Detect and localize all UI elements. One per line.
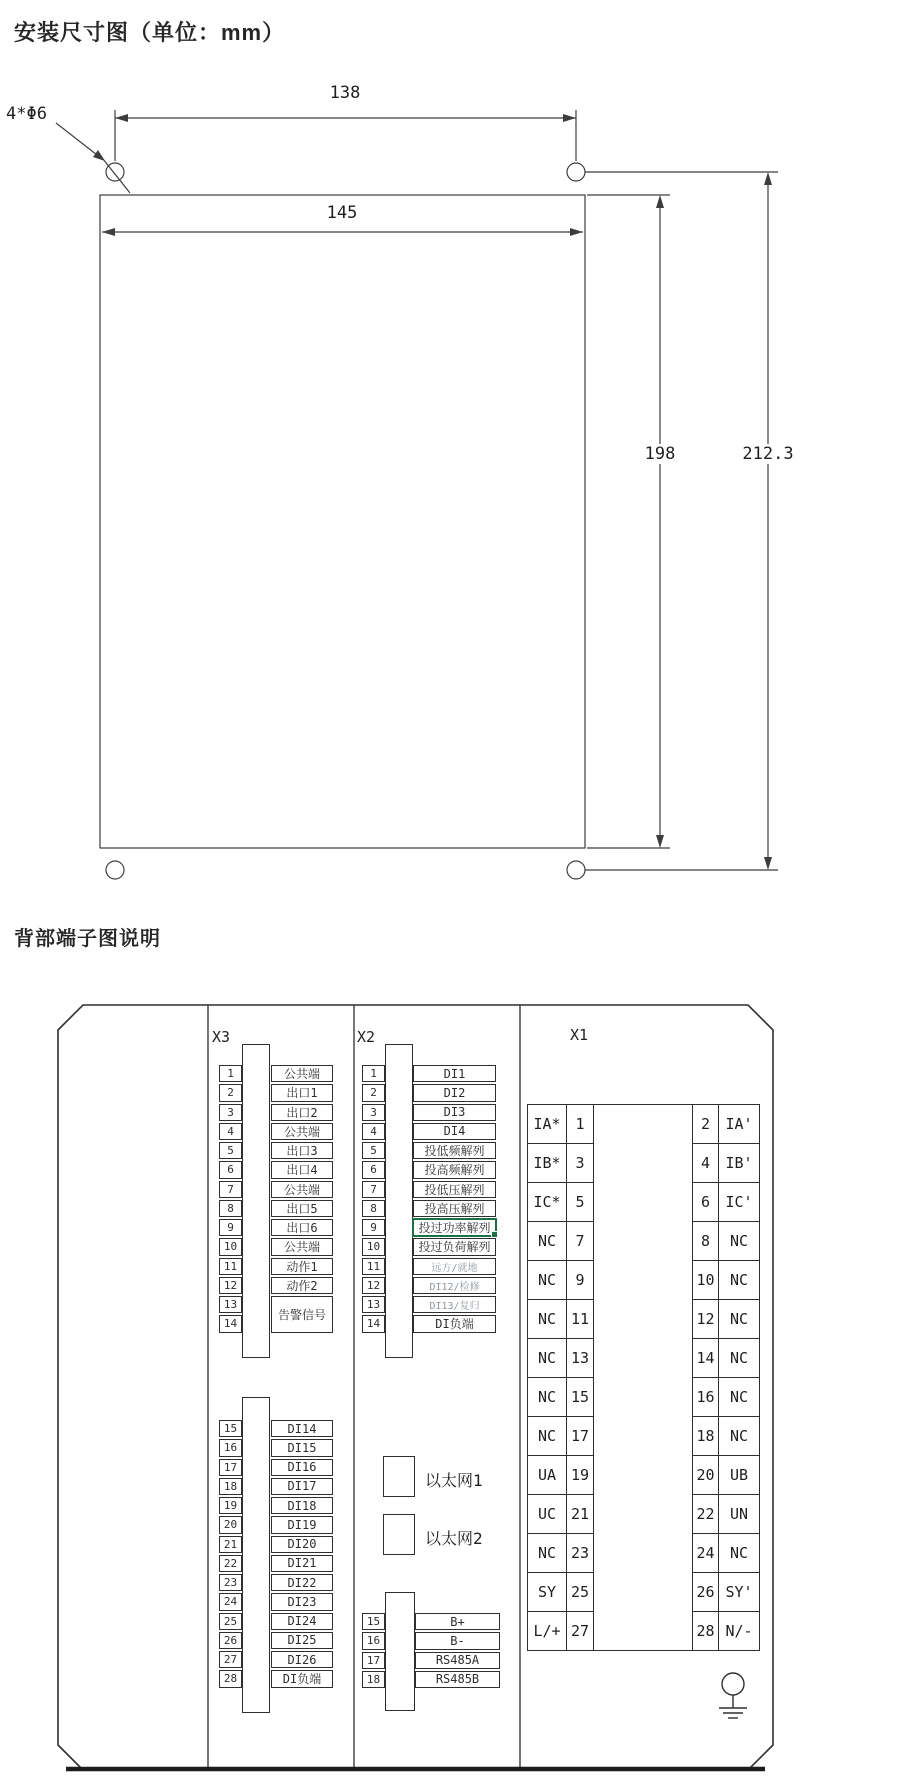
x1-right-labels [718,1104,760,1651]
x3-block-label: X3 [212,1028,231,1046]
x3-terminal-label: 出口5 [271,1199,333,1218]
x3-terminal-number: 17 [219,1458,242,1477]
x3-terminal-number: 3 [219,1103,242,1122]
x3-terminal-number: 25 [219,1612,242,1631]
x1-terminal-label: IB' [718,1143,760,1183]
x2-terminal-label: DI12/检修 [413,1276,496,1295]
x2-terminal-label: 远方/就地 [413,1257,496,1276]
mounting-hole-bottom-right [567,861,585,879]
x1-terminal-number: 24 [692,1533,719,1573]
x2-terminal-number: 15 [362,1612,385,1631]
x2-terminal-label: DI13/复归 [413,1295,496,1314]
x3-terminal-label: DI18 [271,1496,333,1515]
x3-terminal-number: 19 [219,1496,242,1515]
x2-lower-numbers [362,1612,385,1689]
x3-terminal-number: 20 [219,1515,242,1534]
x2-terminal-number: 16 [362,1631,385,1650]
dim-198-label: 198 [633,444,687,464]
x3-terminal-label: 动作1 [271,1257,333,1276]
x1-terminal-number: 3 [566,1143,594,1183]
x2-terminal-label: B+ [415,1612,500,1631]
x3-terminal-label: DI23 [271,1592,333,1611]
x3-terminal-number: 14 [219,1314,242,1333]
x2-terminal-number: 9 [362,1218,385,1237]
x3-terminal-number: 23 [219,1573,242,1592]
x1-terminal-label: NC [718,1260,760,1300]
x2-terminal-label: DI负端 [413,1314,496,1333]
ethernet-port-2 [383,1514,415,1555]
x2-terminal-label: B- [415,1631,500,1650]
x1-terminal-label: UN [718,1494,760,1534]
x1-terminal-number: 20 [692,1455,719,1495]
x1-terminal-label: NC [718,1533,760,1573]
x1-terminal-number: 17 [566,1416,594,1456]
x3-terminal-label: 出口1 [271,1083,333,1102]
ethernet-2-label: 以太网2 [425,1529,483,1548]
x3-terminal-number: 27 [219,1650,242,1669]
x3-terminal-label: DI19 [271,1515,333,1534]
x1-terminal-label: IA* [527,1104,567,1144]
x2-lower-labels [415,1612,500,1689]
x1-terminal-number: 10 [692,1260,719,1300]
x3-terminal-label: 出口2 [271,1103,333,1122]
x1-terminal-label: NC [527,1338,567,1378]
x3-terminal-number: 22 [219,1554,242,1573]
x3-terminal-number: 8 [219,1199,242,1218]
x3-terminal-number: 26 [219,1631,242,1650]
x3-terminal-number: 12 [219,1276,242,1295]
x3-terminal-number: 2 [219,1083,242,1102]
x1-terminal-number: 11 [566,1299,594,1339]
x1-terminal-number: 27 [566,1611,594,1651]
x3-terminal-number: 28 [219,1669,242,1688]
x1-terminal-number: 5 [566,1182,594,1222]
x2-terminal-number: 7 [362,1180,385,1199]
x3-terminal-label: 公共端 [271,1122,333,1141]
x3-terminal-label: DI15 [271,1438,333,1457]
x3-lower-numbers [219,1419,242,1689]
x1-terminal-label: NC [527,1533,567,1573]
x1-terminal-number: 13 [566,1338,594,1378]
x3-terminal-label: DI24 [271,1612,333,1631]
x2-terminal-label: 投过负荷解列 [413,1237,496,1256]
x1-terminal-label: NC [718,1221,760,1261]
x2-terminal-number: 1 [362,1064,385,1083]
x1-terminal-label: N/- [718,1611,760,1651]
x1-terminal-label: NC [718,1299,760,1339]
x1-terminal-label: NC [527,1299,567,1339]
x3-terminal-number: 1 [219,1064,242,1083]
install-section-title: 安装尺寸图（单位：mm） [14,20,286,45]
x3-upper-numbers [219,1064,242,1334]
x1-terminal-number: 26 [692,1572,719,1612]
x3-terminal-label: DI20 [271,1535,333,1554]
x3-upper-connector-bar [242,1044,270,1358]
x3-upper-labels [271,1064,333,1334]
x2-terminal-number: 2 [362,1083,385,1102]
x2-terminal-number: 6 [362,1160,385,1179]
x1-center-body [593,1104,693,1651]
x1-terminal-label: L/+ [527,1611,567,1651]
x2-terminal-label: DI4 [413,1122,496,1141]
terminal-section-title: 背部端子图说明 [14,928,161,950]
x2-terminal-number: 18 [362,1670,385,1689]
x2-terminal-label: DI2 [413,1083,496,1102]
mounting-hole-top-right [567,163,585,181]
x1-terminal-number: 23 [566,1533,594,1573]
ethernet-port-1 [383,1456,415,1497]
x1-terminal-label: UA [527,1455,567,1495]
x1-terminal-number: 2 [692,1104,719,1144]
x2-upper-numbers [362,1064,385,1334]
x1-terminal-number: 18 [692,1416,719,1456]
x3-terminal-label: DI22 [271,1573,333,1592]
x3-terminal-number: 16 [219,1438,242,1457]
x1-terminal-label: IA' [718,1104,760,1144]
x3-terminal-label: DI14 [271,1419,333,1438]
x2-terminal-number: 3 [362,1103,385,1122]
x1-terminal-label: NC [527,1221,567,1261]
x1-terminal-label: NC [718,1338,760,1378]
x2-terminal-label: RS485A [415,1651,500,1670]
x1-terminal-number: 16 [692,1377,719,1417]
x2-terminal-label: DI3 [413,1103,496,1122]
x3-terminal-number: 6 [219,1160,242,1179]
x2-terminal-label: DI1 [413,1064,496,1083]
x3-terminal-label: 公共端 [271,1237,333,1256]
x3-terminal-number: 24 [219,1592,242,1611]
x2-terminal-number: 11 [362,1257,385,1276]
x2-terminal-number: 10 [362,1237,385,1256]
ethernet-1-label: 以太网1 [425,1471,483,1490]
hole-leader-line [56,123,101,158]
x1-terminal-label: SY [527,1572,567,1612]
mounting-hole-bottom-left [106,861,124,879]
x3-terminal-label: DI负端 [271,1669,333,1688]
x2-terminal-number: 13 [362,1295,385,1314]
dim-145-label: 145 [312,203,372,223]
x1-terminal-number: 25 [566,1572,594,1612]
x1-terminal-label: IC' [718,1182,760,1222]
x1-left-labels [527,1104,567,1651]
x2-terminal-number: 8 [362,1199,385,1218]
dim-212-label: 212.3 [737,444,799,464]
x2-terminal-label: 投低频解列 [413,1141,496,1160]
x1-terminal-number: 21 [566,1494,594,1534]
x2-terminal-label: RS485B [415,1670,500,1689]
dimension-arrowheads [93,114,772,870]
x2-terminal-number: 4 [362,1122,385,1141]
x3-terminal-label: DI26 [271,1650,333,1669]
x3-terminal-number: 9 [219,1218,242,1237]
x3-terminal-number: 18 [219,1477,242,1496]
hole-callout-label: 4*Φ6 [6,104,47,124]
x1-terminal-label: UC [527,1494,567,1534]
x1-terminal-label: IC* [527,1182,567,1222]
x3-terminal-label: 公共端 [271,1064,333,1083]
x3-terminal-number: 4 [219,1122,242,1141]
x1-terminal-number: 12 [692,1299,719,1339]
x1-left-numbers [566,1104,594,1651]
x3-lower-connector-bar [242,1397,270,1713]
x1-terminal-number: 6 [692,1182,719,1222]
x1-terminal-number: 8 [692,1221,719,1261]
x1-terminal-number: 9 [566,1260,594,1300]
x1-right-numbers [692,1104,719,1651]
x3-terminal-label: DI21 [271,1554,333,1573]
x1-terminal-label: NC [527,1416,567,1456]
x1-terminal-label: NC [527,1377,567,1417]
x1-terminal-number: 7 [566,1221,594,1261]
device-outline [100,195,585,848]
x1-terminal-number: 14 [692,1338,719,1378]
x2-terminal-label: 投高压解列 [413,1199,496,1218]
x3-terminal-number: 13 [219,1295,242,1314]
x1-terminal-label: NC [527,1260,567,1300]
x2-terminal-label: 投过功率解列 [413,1218,496,1237]
x3-terminal-number: 11 [219,1257,242,1276]
x3-terminal-label: 出口4 [271,1160,333,1179]
x2-terminal-number: 5 [362,1141,385,1160]
x2-terminal-number: 12 [362,1276,385,1295]
x1-terminal-number: 4 [692,1143,719,1183]
x3-terminal-number: 7 [219,1180,242,1199]
x2-terminal-label: 投低压解列 [413,1180,496,1199]
x1-terminal-number: 19 [566,1455,594,1495]
x3-terminal-label: 告警信号 [271,1295,333,1334]
x3-terminal-number: 15 [219,1419,242,1438]
x3-lower-labels [271,1419,333,1689]
x3-terminal-number: 10 [219,1237,242,1256]
x2-lower-connector-bar [385,1592,415,1711]
x1-block-label: X1 [570,1026,589,1044]
dim-138-label: 138 [315,83,375,103]
x2-block-label: X2 [357,1028,376,1046]
x1-terminal-number: 22 [692,1494,719,1534]
x2-upper-connector-bar [385,1044,413,1358]
x1-terminal-label: IB* [527,1143,567,1183]
x3-terminal-label: DI17 [271,1477,333,1496]
x3-terminal-label: 动作2 [271,1276,333,1295]
x1-terminal-label: NC [718,1377,760,1417]
x2-terminal-number: 14 [362,1314,385,1333]
x2-terminal-label: 投高频解列 [413,1160,496,1179]
x1-terminal-number: 1 [566,1104,594,1144]
x1-terminal-label: SY' [718,1572,760,1612]
x2-terminal-number: 17 [362,1651,385,1670]
x1-terminal-label: UB [718,1455,760,1495]
x3-terminal-number: 5 [219,1141,242,1160]
x2-upper-labels [413,1064,496,1334]
x1-terminal-number: 28 [692,1611,719,1651]
x3-terminal-label: 出口3 [271,1141,333,1160]
x3-terminal-label: DI16 [271,1458,333,1477]
x1-terminal-number: 15 [566,1377,594,1417]
x3-terminal-number: 21 [219,1535,242,1554]
x3-terminal-label: 公共端 [271,1180,333,1199]
x1-terminal-label: NC [718,1416,760,1456]
x3-terminal-label: 出口6 [271,1218,333,1237]
x3-terminal-label: DI25 [271,1631,333,1650]
